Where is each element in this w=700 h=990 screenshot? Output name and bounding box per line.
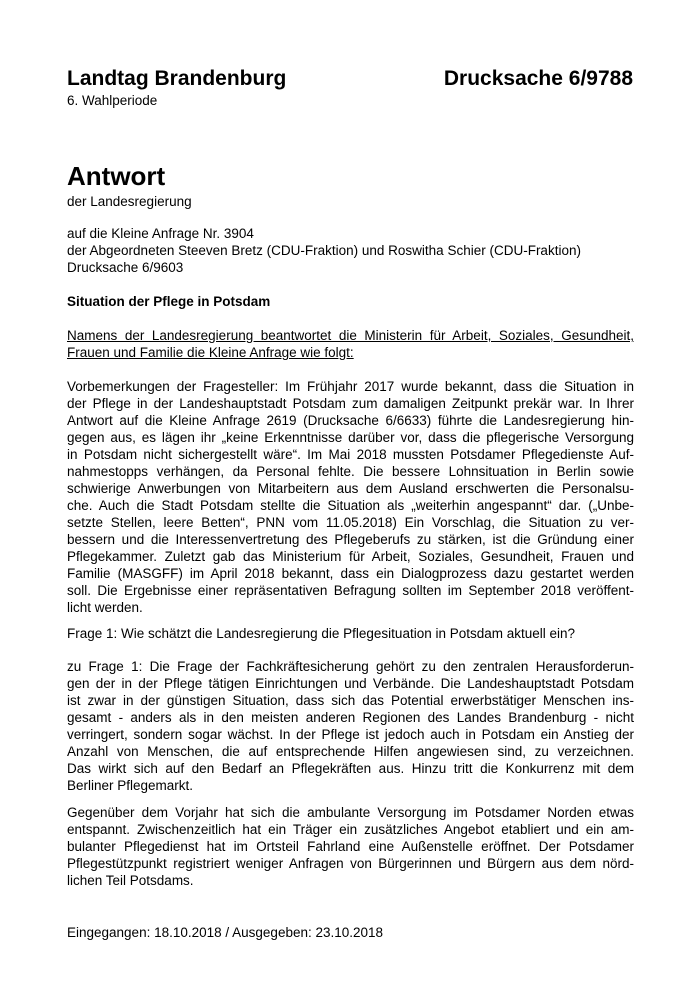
inquiry-reference bbox=[67, 225, 581, 276]
question-1 bbox=[67, 625, 634, 642]
text-line: in Potsdam nicht sichergestellt wäre“. Im Mai 2018 mussten Potsdamer Pflegedienste Auf- bbox=[67, 447, 634, 462]
text-line: schwierige Anwerbungen von Mitarbeitern aus dem Ausland erschwerten die Personalsu- bbox=[67, 481, 634, 496]
text-line: Gegenüber dem Vorjahr hat sich die ambulante Versorgung im Potsdamer Norden etwas bbox=[67, 805, 634, 820]
receipt-dates: Eingegangen: 18.10.2018 / Ausgegeben: 23.10.2018 bbox=[67, 925, 384, 940]
text-line: lichen Teil Potsdams. bbox=[67, 873, 194, 888]
text-line: der Pflege in der Landeshauptstadt Potsdam zum damaligen Zeitpunkt prekär war. In Ihrer bbox=[67, 396, 634, 411]
text-line: Pflegekammer. Zuletzt gab das Ministerium für Arbeit, Soziales, Gesundheit, Frauen und bbox=[67, 549, 634, 564]
text-line: Antwort auf die Kleine Anfrage 2619 (Drucksache 6/6633) führte die Landesregierung hin- bbox=[67, 413, 634, 428]
text-line: Anzahl von Menschen, die auf entsprechende Hilfen angewiesen sind, zu verzeichnen. bbox=[67, 744, 634, 759]
print-number: Drucksache 6/9788 bbox=[443, 67, 633, 90]
text-line: Pflegestützpunkt registriert weniger Anfragen von Bürgerinnen und Bürgern aus dem nörd- bbox=[67, 856, 634, 871]
parliament-name: Landtag Brandenburg bbox=[67, 67, 287, 90]
text-line: gegen aus, es lägen ihr „keine Erkenntnisse darüber vor, dass die pflegerische Versorgung bbox=[67, 430, 634, 445]
answer-1 bbox=[67, 658, 634, 794]
text-line: Familie (MASGFF) im April 2018 bekannt, dass ein Dialogprozess dazu gestartet werden bbox=[67, 566, 634, 581]
text-line: setzte Stellen, leere Betten“, PNN vom 11.05.2018) Ein Vorschlag, die Situation zu ver- bbox=[67, 515, 634, 530]
text-line: entspannt. Zwischenzeitlich hat ein Träger ein zusätzliches Angebot etabliert und ein am- bbox=[67, 822, 634, 837]
text-line: Vorbemerkungen der Fragesteller: Im Frühjahr 2017 wurde bekannt, dass die Situation in bbox=[67, 379, 634, 394]
text-line: soll. Die Ergebnisse einer repräsentativen Befragung sollten im September 2018 veröffent- bbox=[67, 583, 634, 598]
text-line: Das wirkt sich auf den Bedarf an Pflegekräften aus. Hinzu tritt die Konkurrenz mit dem bbox=[67, 761, 634, 776]
inquiry-number: auf die Kleine Anfrage Nr. 3904 bbox=[67, 226, 254, 241]
preliminary-remarks bbox=[67, 378, 634, 616]
inquiry-print-number: Drucksache 6/9603 bbox=[67, 260, 184, 275]
text-line: zu Frage 1: Die Frage der Fachkräftesicherung gehört zu den zentralen Herausforderun- bbox=[67, 659, 634, 674]
text-line: ist zwar in der günstigen Situation, dass sich das Potential erwerbstätiger Menschen ins- bbox=[67, 693, 634, 708]
text-line: Frauen und Familie die Kleine Anfrage wie folgt: bbox=[67, 345, 354, 360]
document-header bbox=[67, 66, 633, 92]
subject-heading: Situation der Pflege in Potsdam bbox=[67, 294, 271, 309]
document-author: der Landesregierung bbox=[67, 194, 192, 209]
legislative-period: 6. Wahlperiode bbox=[67, 93, 158, 108]
text-line: bulanter Pflegedienst hat im Ortsteil Fahrland eine Außenstelle eröffnet. Der Potsdamer bbox=[67, 839, 634, 854]
text-line: nahmestopps verhängen, da Personal fehlte. Die bessere Lohnsituation in Berlin sowie bbox=[67, 464, 634, 479]
text-line: Namens der Landesregierung beantwortet die Ministerin für Arbeit, Soziales, Gesundheit, bbox=[67, 328, 634, 343]
inquiry-authors: der Abgeordneten Steeven Bretz (CDU-Fraktion) und Roswitha Schier (CDU-Fraktion) bbox=[67, 243, 581, 258]
answer-1-continued bbox=[67, 804, 634, 889]
document-type-title: Antwort bbox=[67, 161, 166, 191]
text-line: gen der in der Pflege tätigen Einrichtungen und Verbände. Die Landeshauptstadt Potsdam bbox=[67, 676, 634, 691]
text-line: licht werden. bbox=[67, 600, 143, 615]
text-line: Frage 1: Wie schätzt die Landesregierung die Pflegesituation in Potsdam aktuell ein? bbox=[67, 626, 576, 641]
text-line: verringert, sondern sogar wächst. In der Pflege ist jedoch auch in Potsdam ein Anstieg der bbox=[67, 727, 634, 742]
text-line: Berliner Pflegemarkt. bbox=[67, 778, 194, 793]
text-line: bessern und die Interessenvertretung des Pflegeberufs zu stärken, ist die Gründung einer bbox=[67, 532, 634, 547]
intro-paragraph bbox=[67, 327, 634, 361]
text-line: gesamt - anders als in den meisten anderen Regionen des Landes Brandenburg - nicht bbox=[67, 710, 634, 725]
text-line: che. Auch die Stadt Potsdam stellte die Situation als „weiterhin angespannt“ dar. („Unbe- bbox=[67, 498, 634, 513]
